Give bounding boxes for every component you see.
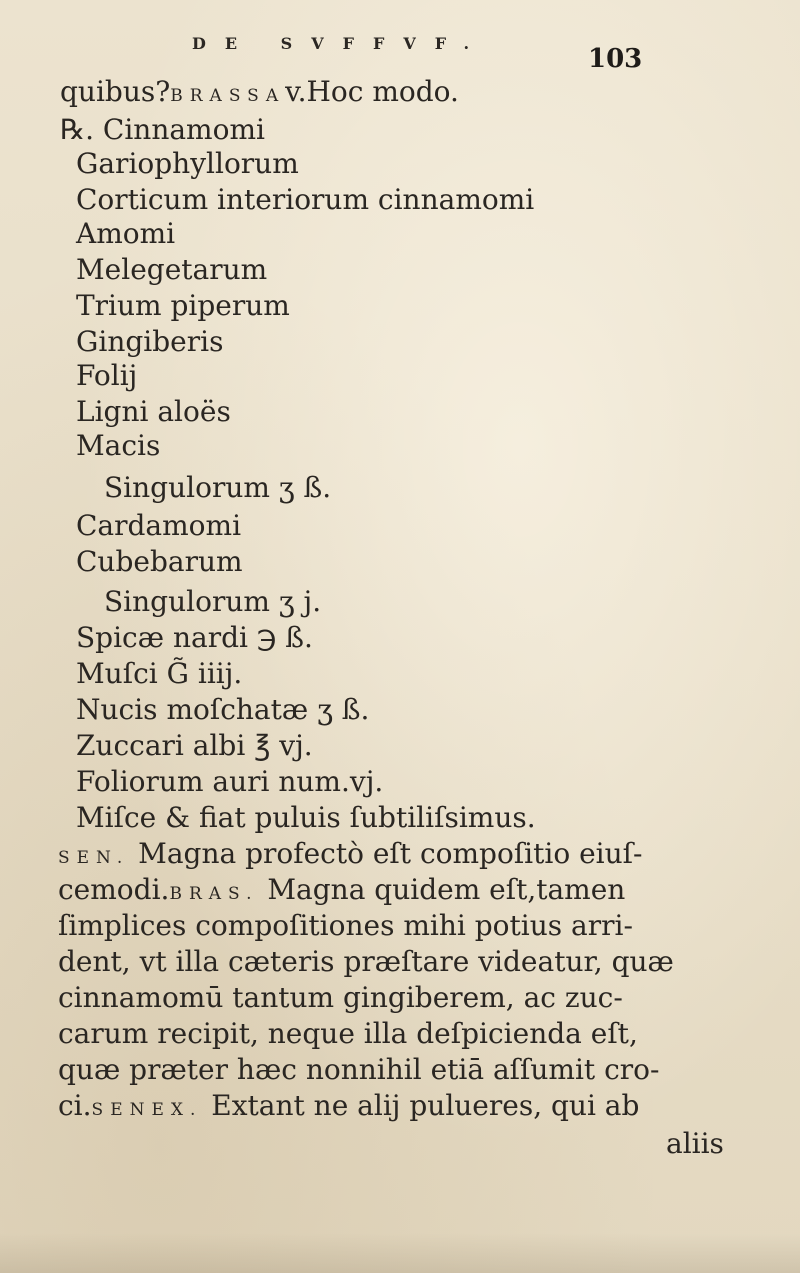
text-line-29 — [58, 1089, 640, 1124]
recipe-line: Foliorum auri num.vj. — [76, 765, 384, 798]
running-head: DE SVFFVF. — [192, 34, 489, 53]
text-line-22 — [58, 837, 643, 872]
recipe-line: Cardamomi — [76, 509, 242, 542]
text-segment: v.Hoc modo. — [285, 75, 459, 108]
paragraph-line: dent, vt illa cæteris præſtare videatur, quæ — [58, 945, 674, 978]
page-edge-shadow — [0, 1233, 800, 1273]
paragraph-line: cinnamomū tantum gingiberem, ac zuc- — [58, 981, 623, 1014]
recipe-line: Nucis moſchatæ ʒ ß. — [76, 693, 370, 726]
paragraph-line: carum recipit, neque illa deſpicienda eſt, — [58, 1017, 638, 1050]
paragraph-line: ſimplices compoſitiones mihi potius arri- — [58, 909, 633, 942]
speaker-name: BRASSA — [170, 86, 286, 106]
speaker-name: SENEX. — [91, 1100, 203, 1120]
text-line-23 — [58, 873, 626, 908]
paragraph-line: quæ præter hæc nonnihil etiā aſſumit cro- — [58, 1053, 660, 1086]
recipe-line: Gingiberis — [76, 325, 224, 358]
recipe-line: Trium piperum — [76, 289, 290, 322]
dosage-line: Singulorum ʒ j. — [104, 585, 322, 618]
recipe-line: Macis — [76, 429, 161, 462]
recipe-line: ℞. Cinnamomi — [60, 113, 265, 146]
recipe-line: Ligni aloës — [76, 395, 231, 428]
recipe-line: Amomi — [76, 217, 176, 250]
catchword: aliis — [666, 1127, 724, 1160]
text-segment: cemodi. — [58, 873, 170, 906]
recipe-line: Muſci G̃ iiij. — [76, 657, 243, 690]
recipe-line: Miſce & fiat puluis ſubtiliſsimus. — [76, 801, 536, 834]
recipe-line: Corticum interiorum cinnamomi — [76, 183, 535, 216]
recipe-line: Melegetarum — [76, 253, 268, 286]
recipe-line: Zuccari albi ℥ vj. — [76, 729, 313, 762]
text-segment: Magna profectò eſt compoſitio eiuſ- — [129, 837, 643, 870]
text-segment: Extant ne alij pulueres, qui ab — [202, 1089, 640, 1122]
speaker-name: BRAS. — [169, 884, 259, 904]
dosage-line: Singulorum ʒ ß. — [104, 471, 332, 504]
recipe-line: Folij — [76, 359, 138, 392]
text-segment: ci. — [58, 1089, 92, 1122]
text-line-1 — [60, 75, 459, 110]
speaker-name: SEN. — [58, 848, 130, 868]
page-number: 103 — [588, 44, 643, 74]
text-segment: quibus? — [60, 75, 171, 108]
recipe-line: Gariophyllorum — [76, 147, 299, 180]
recipe-line: Spicæ nardi ℈ ß. — [76, 621, 313, 654]
text-segment: Magna quidem eſt,tamen — [258, 873, 626, 906]
recipe-line: Cubebarum — [76, 545, 243, 578]
